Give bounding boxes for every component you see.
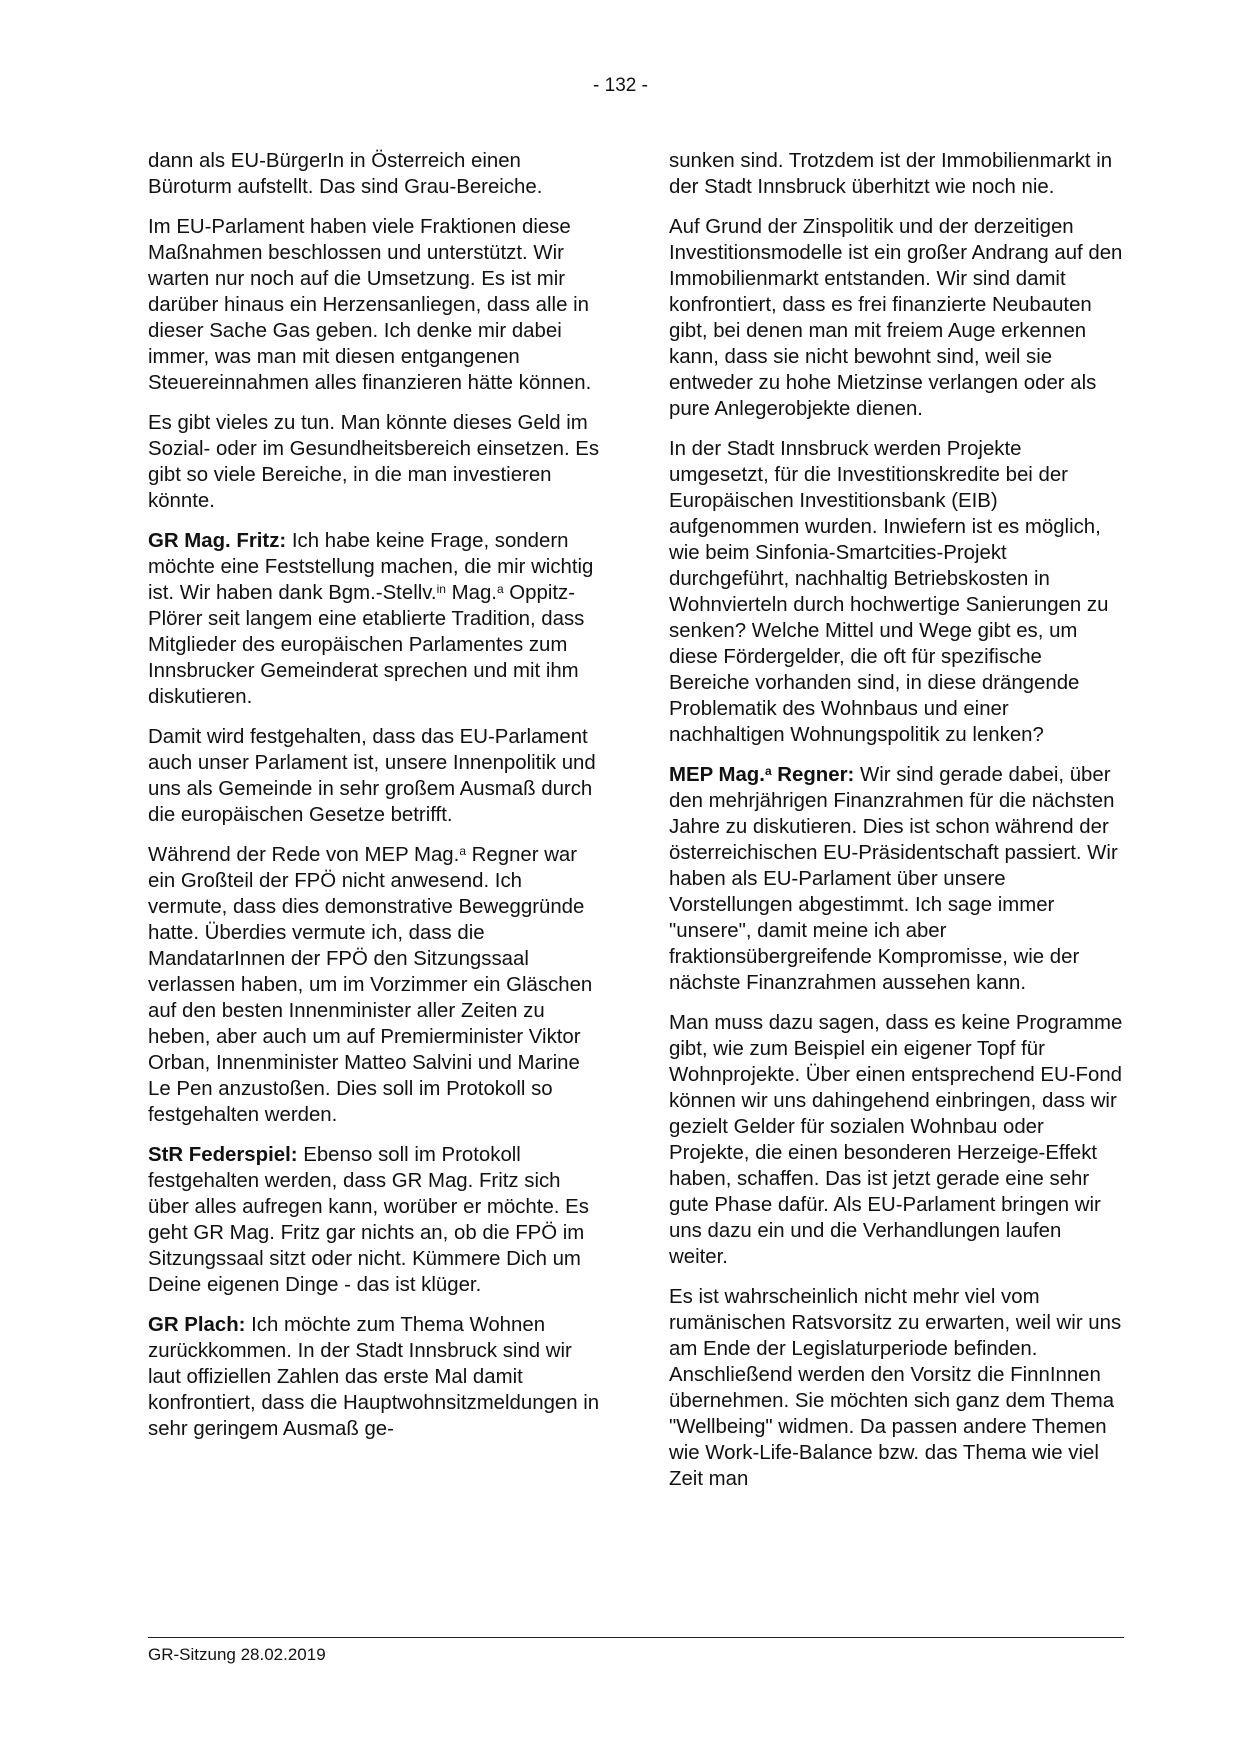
speech-plach [148,1312,603,1442]
superscript: a [459,844,466,858]
footer-divider [148,1637,1124,1638]
speaker-name [669,764,854,786]
paragraph: dann als EU-BürgerIn in Österreich einen Büroturm aufstellt. Das sind Grau-Bereiche. [148,150,543,198]
paragraph: Man muss dazu sagen, dass es keine Programme gibt, wie zum Beispiel ein eigener Topf für Wohnprojekte. Über einen entsprechend EU-Fond können wir uns dahingehend einbringen, dass wir gezielt Gelder für sozialen Wohnbau oder Projekte, die einen besonderen Herzeige-Effekt haben, schaffen. Das ist jetzt gerade eine sehr gute Phase dafür. Als EU-Parlament bringen wir uns dazu ein und die Verhandlungen laufen weiter. [669,1012,1123,1268]
paragraph [148,842,603,1128]
speech-text: Wir sind gerade dabei, über den mehrjährigen Finanzrahmen für die nächsten Jahre zu diskutieren. Dies ist schon während der österreichischen EU-Präsidentschaft passiert. Wir haben als EU-Parlament über unsere Vorstellungen abgestimmt. Ich sage immer "unsere", damit meine ich aber fraktionsübergreifende Kompromisse, wie der nächste Finanzrahmen aussehen kann. [669,764,1118,994]
paragraph: Auf Grund der Zinspolitik und der derzeitigen Investitionsmodelle ist ein großer Andrang auf den Immobilienmarkt entstanden. Wir sind damit konfrontiert, dass es frei finanzierte Neubauten gibt, bei denen man mit freiem Auge erkennen kann, dass sie nicht bewohnt sind, weil sie entweder zu hohe Mietzinse verlangen oder als pure Anlegerobjekte dienen. [669,216,1123,420]
speech-text: Ich habe keine Frage, sondern möchte eine Feststellung machen, die mir wichtig ist. Wir haben dank Bgm.-Stellv. [148,530,594,604]
superscript: a [764,764,772,778]
paragraph: sunken sind. Trotzdem ist der Immobilienmarkt in der Stadt Innsbruck überhitzt wie noch nie. [669,150,1113,198]
speaker-name: StR Federspiel: [148,1144,298,1166]
speech-regner [669,762,1124,996]
speaker-name-part: Regner: [771,764,855,786]
left-column [148,148,603,1456]
page-number: - 132 - [593,75,648,96]
paragraph: Damit wird festgehalten, dass das EU-Parlament auch unser Parlament ist, unsere Innenpolitik und uns als Gemeinde in sehr großem Ausmaß durch die europäischen Gesetze betrifft. [148,726,596,826]
right-column [669,148,1124,1506]
speaker-name: GR Plach: [148,1314,246,1336]
speech-federspiel [148,1142,603,1298]
footer-session-date: GR-Sitzung 28.02.2019 [148,1645,326,1664]
speaker-name: GR Mag. Fritz: [148,530,287,552]
speech-text: Mag. [445,582,497,604]
paragraph: In der Stadt Innsbruck werden Projekte umgesetzt, für die Investitionskredite bei der Europäischen Investitionsbank (EIB) aufgenommen wurden. Inwiefern ist es möglich, wie beim Sinfonia-Smartcities-Projekt durchgeführt, nachhaltig Betriebskosten in Wohnvierteln durch hochwertige Sanierungen zu senken? Welche Mittel und Wege gibt es, um diese Fördergelder, die oft für spezifische Bereiche vorhanden sind, in diese drängende Problematik des Wohnbaus und einer nachhaltigen Wohnungspolitik zu lenken? [669,438,1109,746]
speech-fritz [148,528,603,710]
paragraph-text: Während der Rede von MEP Mag. [148,844,460,866]
speaker-name-part: MEP Mag. [669,764,765,786]
superscript: a [496,582,504,596]
speech-text: Oppitz-Plörer seit langem eine etablierte Tradition, dass Mitglieder des europäischen Parlamentes zum Innsbrucker Gemeinderat sprechen und mit ihm diskutieren. [148,582,585,708]
speech-text: Ich möchte zum Thema Wohnen zurückkommen. In der Stadt Innsbruck sind wir laut offiziellen Zahlen das erste Mal damit konfrontiert, dass die Hauptwohnsitzmeldungen in sehr geringem Ausmaß ge- [148,1314,600,1440]
paragraph: Im EU-Parlament haben viele Fraktionen diese Maßnahmen beschlossen und unterstützt. Wir warten nur noch auf die Umsetzung. Es ist mir darüber hinaus ein Herzensanliegen, dass alle in dieser Sache Gas geben. Ich denke mir dabei immer, was man mit diesen entgangenen Steuereinnahmen alles finanzieren hätte können. [148,216,592,394]
paragraph: Es ist wahrscheinlich nicht mehr viel vom rumänischen Ratsvorsitz zu erwarten, weil wir uns am Ende der Legislaturperiode befinden. Anschließend werden den Vorsitz die FinnInnen übernehmen. Sie möchten sich ganz dem Thema "Wellbeing" widmen. Da passen andere Themen wie Work-Life-Balance bzw. das Thema wie viel Zeit man [669,1286,1122,1490]
superscript: in [436,582,446,596]
speech-text: Ebenso soll im Protokoll festgehalten werden, dass GR Mag. Fritz sich über alles aufregen kann, worüber er möchte. Es geht GR Mag. Fritz gar nichts an, ob die FPÖ im Sitzungssaal sitzt oder nicht. Kümmere Dich um Deine eigenen Dinge - das ist klüger. [148,1144,589,1296]
paragraph: Es gibt vieles zu tun. Man könnte dieses Geld im Sozial- oder im Gesundheitsbereich einsetzen. Es gibt so viele Bereiche, in die man investieren könnte. [148,412,600,512]
paragraph-text: Regner war ein Großteil der FPÖ nicht anwesend. Ich vermute, dass dies demonstrative Beweggründe hatte. Überdies vermute ich, dass die MandatarInnen der FPÖ den Sitzungssaal verlassen haben, um im Vorzimmer ein Gläschen auf den besten Innenminister aller Zeiten zu heben, aber auch um auf Premierminister Viktor Orban, Innenminister Matteo Salvini und Marine Le Pen anzustoßen. Dies soll im Protokoll so festgehalten werden. [148,844,593,1126]
